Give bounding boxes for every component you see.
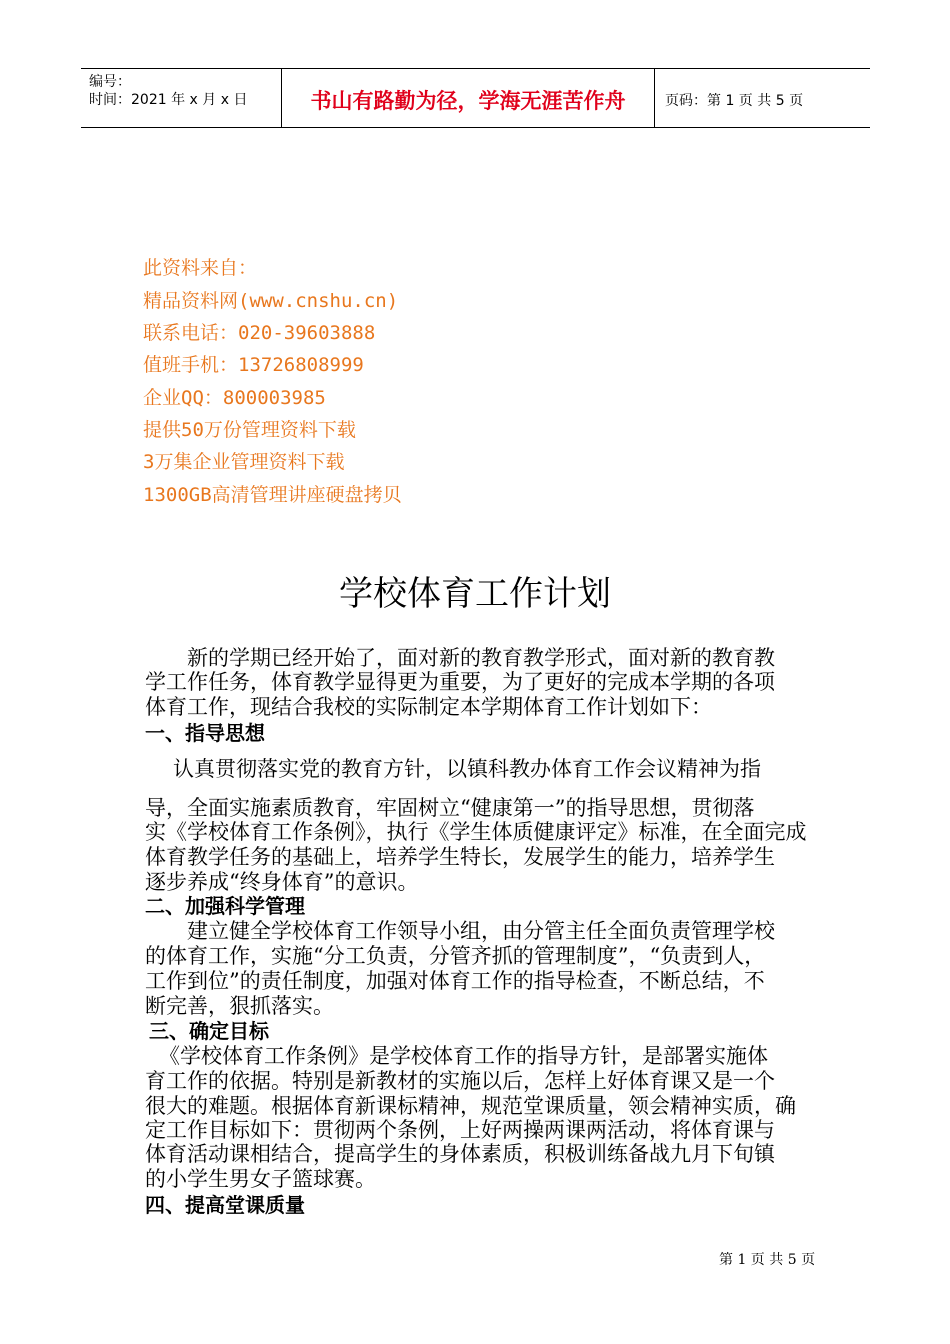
ad-line: 值班手机：13726808999 (143, 354, 364, 376)
intro-line: 学工作任务，体育教学显得更为重要，为了更好的完成本学期的各项 (145, 670, 775, 694)
ad-line: 3万集企业管理资料下载 (143, 451, 345, 473)
section-line: 的小学生男女子篮球赛。 (145, 1167, 376, 1191)
number-label: 编号： (89, 74, 131, 90)
section-heading: 四、提高堂课质量 (145, 1193, 305, 1217)
section-line: 建立健全学校体育工作领导小组，由分管主任全面负责管理学校 (187, 919, 775, 943)
section-heading: 一、指导思想 (145, 721, 265, 745)
page-header (81, 68, 870, 128)
section-line: 定工作目标如下：贯彻两个条例，上好两操两课两活动，将体育课与 (145, 1118, 775, 1142)
ad-line: 企业QQ：800003985 (143, 387, 326, 409)
section-line: 认真贯彻落实党的教育方针，以镇科教办体育工作会议精神为指 (173, 757, 761, 781)
ad-line: 提供50万份管理资料下载 (143, 419, 356, 441)
section-line: 的体育工作，实施“分工负责，分管齐抓的管理制度”，“负责到人， (145, 944, 766, 968)
section-heading: 三、确定目标 (149, 1019, 269, 1043)
section-line: 导，全面实施素质教育，牢固树立“健康第一”的指导思想，贯彻落 (145, 796, 755, 820)
section-line: 实《学校体育工作条例》，执行《学生体质健康评定》标准，在全面完成 (145, 820, 807, 844)
header-motto-cell (282, 69, 655, 127)
section-heading: 二、加强科学管理 (145, 894, 305, 918)
section-line: 很大的难题。根据体育新课标精神，规范堂课质量，领会精神实质，确 (145, 1094, 796, 1118)
motto-text: 书山有路勤为径，学海无涯苦作舟 (310, 89, 626, 113)
ad-line: 精品资料网(www.cnshu.cn) (143, 290, 399, 312)
page-footer: 第 1 页 共 5 页 (719, 1252, 816, 1268)
header-info-cell (81, 69, 282, 127)
ad-line: 此资料来自： (143, 257, 258, 279)
time-label: 时间：2021 年 x 月 x 日 (89, 92, 248, 108)
header-page-cell (655, 69, 870, 127)
document-title: 学校体育工作计划 (339, 574, 611, 614)
ad-line: 1300GB高清管理讲座硬盘拷贝 (143, 484, 402, 506)
intro-line: 体育工作，现结合我校的实际制定本学期体育工作计划如下： (145, 695, 712, 719)
section-line: 体育教学任务的基础上，培养学生特长，发展学生的能力，培养学生 (145, 845, 775, 869)
section-line: 《学校体育工作条例》是学校体育工作的指导方针，是部署实施体 (159, 1044, 768, 1068)
page-number-label: 页码：第 1 页 共 5 页 (665, 93, 804, 109)
ad-line: 联系电话：020-39603888 (143, 322, 376, 344)
section-line: 工作到位”的责任制度，加强对体育工作的指导检查，不断总结，不 (145, 969, 765, 993)
section-line: 逐步养成“终身体育”的意识。 (145, 870, 419, 894)
section-line: 断完善，狠抓落实。 (145, 994, 334, 1018)
section-line: 体育活动课相结合，提高学生的身体素质，积极训练备战九月下旬镇 (145, 1142, 775, 1166)
intro-line: 新的学期已经开始了，面对新的教育教学形式，面对新的教育教 (187, 646, 775, 670)
section-line: 育工作的依据。特别是新教材的实施以后，怎样上好体育课又是一个 (145, 1069, 775, 1093)
